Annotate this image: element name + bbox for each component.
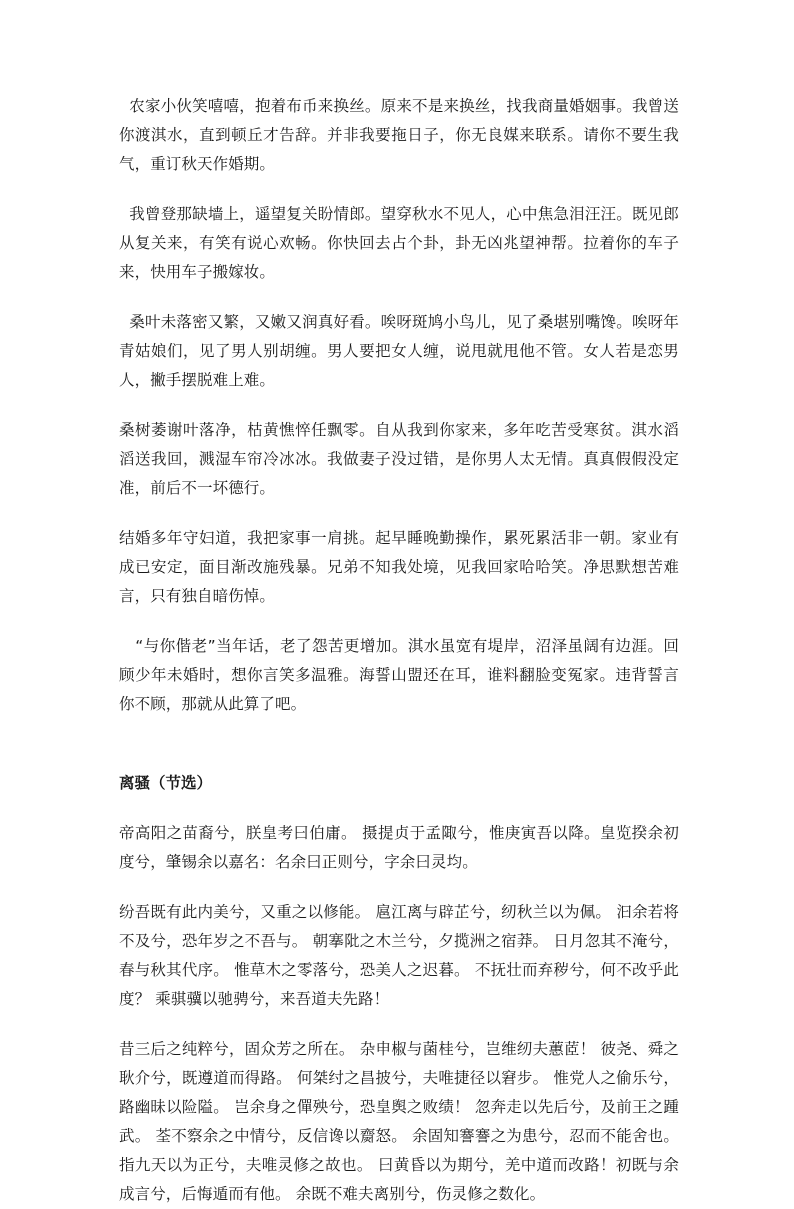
document-page bbox=[119, 92, 679, 1209]
lisao-paragraph-3: 昔三后之纯粹兮，固众芳之所在。 杂申椒与菌桂兮，岂维纫夫蕙茝！ 彼尧、舜之耿介兮，既遵道而得路。 何桀纣之昌披兮，夫唯捷径以窘步。 惟党人之偷乐兮，路幽昧以险隘。 岂余身之僤殃兮，恐皇舆之败绩！ 忽奔走以先后兮，及前王之踵武。 荃不察余之中情兮，反信谗以齌怒。 余固知謇謇之为患兮，忍而不能舍也。 指九天以为正兮，夫唯灵修之故也。 曰黄昏以为期兮，羌中道而改路！初既与余成言兮，后悔遁而有他。 余既不难夫离别兮，伤灵修之数化。 bbox=[119, 1040, 679, 1203]
section-title: 离骚（节选） bbox=[119, 774, 213, 792]
poem-paragraph-5: 结婚多年守妇道，我把家事一肩挑。起早睡晚勤操作，累死累活非一朝。家业有成已安定，面目渐改施残暴。兄弟不知我处境，见我回家哈哈笑。净思默想苦难言，只有独自暗伤悼。 bbox=[119, 529, 679, 605]
poem-paragraph-1: 农家小伙笑嘻嘻，抱着布币来换丝。原来不是来换丝，找我商量婚姻事。我曾送你渡淇水，直到顿丘才告辞。并非我要拖日子，你无良媒来联系。请你不要生我气，重订秋天作婚期。 bbox=[119, 97, 679, 173]
poem-paragraph-4: 桑树萎谢叶落净，枯黄憔悴任飘零。自从我到你家来，多年吃苦受寒贫。淇水滔滔送我回，溅湿车帘冷冰冰。我做妻子没过错，是你男人太无情。真真假假没定准，前后不一坏德行。 bbox=[119, 421, 679, 497]
lisao-paragraph-2: 纷吾既有此内美兮，又重之以修能。 扈江离与辟芷兮，纫秋兰以为佩。 汩余若将不及兮，恐年岁之不吾与。 朝搴阰之木兰兮，夕揽洲之宿莽。 日月忽其不淹兮，春与秋其代序。 惟草木之零落兮，恐美人之迟暮。 不抚壮而弃秽兮，何不改乎此度？ 乘骐骥以驰骋兮，来吾道夫先路！ bbox=[119, 903, 679, 1008]
lisao-paragraph-1: 帝高阳之苗裔兮，朕皇考曰伯庸。 摄提贞于孟陬兮，惟庚寅吾以降。皇览揆余初度兮，肇锡余以嘉名：名余曰正则兮，字余曰灵均。 bbox=[119, 824, 679, 871]
poem-paragraph-3: 桑叶未落密又繁，又嫩又润真好看。唉呀斑鸠小鸟儿，见了桑堪别嘴馋。唉呀年青姑娘们，见了男人别胡缠。男人要把女人缠，说甩就甩他不管。女人若是恋男人，撇手摆脱难上难。 bbox=[119, 313, 679, 389]
poem-paragraph-2: 我曾登那缺墙上，遥望复关盼情郎。望穿秋水不见人，心中焦急泪汪汪。既见郎从复关来，有笑有说心欢畅。你快回去占个卦，卦无凶兆望神帮。拉着你的车子来，快用车子搬嫁妆。 bbox=[119, 205, 679, 281]
poem-paragraph-6: “与你偕老”当年话，老了怨苦更增加。淇水虽宽有堤岸，沼泽虽阔有边涯。回顾少年未婚时，想你言笑多温雅。海誓山盟还在耳，谁料翻脸变冤家。违背誓言你不顾，那就从此算了吧。 bbox=[119, 637, 680, 713]
